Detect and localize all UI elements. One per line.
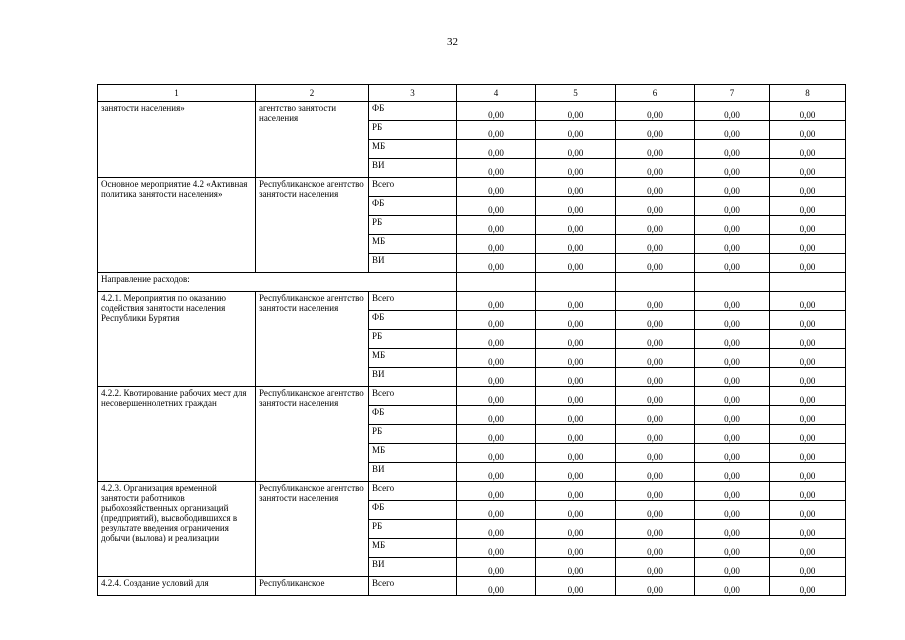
column-header: 4 <box>457 85 536 102</box>
empty-cell <box>616 273 695 292</box>
amount-cell: 0,00 <box>616 330 695 349</box>
amount-cell: 0,00 <box>457 292 536 311</box>
funding-source: ВИ <box>369 558 457 577</box>
funding-source: Всего <box>369 482 457 501</box>
amount-cell: 0,00 <box>695 482 770 501</box>
funding-source: РБ <box>369 121 457 140</box>
activity-name: 4.2.1. Мероприятия по оказанию содействия занятости населения Республики Бурятия <box>98 292 256 387</box>
amount-cell: 0,00 <box>770 558 846 577</box>
amount-cell: 0,00 <box>457 159 536 178</box>
amount-cell: 0,00 <box>457 121 536 140</box>
funding-source: ВИ <box>369 159 457 178</box>
amount-cell: 0,00 <box>536 159 616 178</box>
amount-cell: 0,00 <box>770 482 846 501</box>
amount-cell: 0,00 <box>457 140 536 159</box>
table-row <box>98 292 846 311</box>
amount-cell: 0,00 <box>536 558 616 577</box>
amount-cell: 0,00 <box>536 330 616 349</box>
executor: Республиканское агентство занятости населения <box>256 178 369 273</box>
amount-cell: 0,00 <box>695 235 770 254</box>
amount-cell: 0,00 <box>457 501 536 520</box>
column-header: 7 <box>695 85 770 102</box>
amount-cell: 0,00 <box>616 577 695 596</box>
amount-cell: 0,00 <box>770 178 846 197</box>
amount-cell: 0,00 <box>457 539 536 558</box>
amount-cell: 0,00 <box>536 102 616 121</box>
activity-name: Основное мероприятие 4.2 «Активная политика занятости населения» <box>98 178 256 273</box>
amount-cell: 0,00 <box>536 121 616 140</box>
amount-cell: 0,00 <box>770 235 846 254</box>
amount-cell: 0,00 <box>695 520 770 539</box>
amount-cell: 0,00 <box>536 292 616 311</box>
funding-source: РБ <box>369 330 457 349</box>
activity-name: 4.2.3. Организация временной занятости работников рыбохозяйственных организаций (предприятий), высвободившихся в результате введения ограничения добычи (вылова) и реализации <box>98 482 256 577</box>
activity-name: занятости населения» <box>98 102 256 178</box>
amount-cell: 0,00 <box>536 520 616 539</box>
activity-name: 4.2.2. Квотирование рабочих мест для несовершеннолетних граждан <box>98 387 256 482</box>
amount-cell: 0,00 <box>536 197 616 216</box>
amount-cell: 0,00 <box>457 216 536 235</box>
amount-cell: 0,00 <box>695 349 770 368</box>
executor: Республиканское агентство занятости населения <box>256 387 369 482</box>
amount-cell: 0,00 <box>457 311 536 330</box>
amount-cell: 0,00 <box>770 197 846 216</box>
amount-cell: 0,00 <box>536 425 616 444</box>
amount-cell: 0,00 <box>536 501 616 520</box>
amount-cell: 0,00 <box>770 406 846 425</box>
amount-cell: 0,00 <box>695 463 770 482</box>
amount-cell: 0,00 <box>616 558 695 577</box>
funding-source: РБ <box>369 216 457 235</box>
amount-cell: 0,00 <box>616 254 695 273</box>
executor: Республиканское агентство занятости населения <box>256 292 369 387</box>
amount-cell: 0,00 <box>457 102 536 121</box>
amount-cell: 0,00 <box>616 178 695 197</box>
page-number: 32 <box>447 36 458 48</box>
amount-cell: 0,00 <box>770 425 846 444</box>
amount-cell: 0,00 <box>457 254 536 273</box>
funding-source: ВИ <box>369 463 457 482</box>
amount-cell: 0,00 <box>770 254 846 273</box>
amount-cell: 0,00 <box>695 197 770 216</box>
funding-source: Всего <box>369 577 457 596</box>
funding-source: ВИ <box>369 254 457 273</box>
funding-source: ФБ <box>369 197 457 216</box>
amount-cell: 0,00 <box>695 121 770 140</box>
funding-source: ФБ <box>369 102 457 121</box>
amount-cell: 0,00 <box>536 577 616 596</box>
amount-cell: 0,00 <box>616 444 695 463</box>
amount-cell: 0,00 <box>616 539 695 558</box>
amount-cell: 0,00 <box>770 216 846 235</box>
funding-source: МБ <box>369 140 457 159</box>
executor: Республиканское агентство занятости населения <box>256 482 369 577</box>
amount-cell: 0,00 <box>695 330 770 349</box>
amount-cell: 0,00 <box>695 577 770 596</box>
amount-cell: 0,00 <box>616 102 695 121</box>
amount-cell: 0,00 <box>770 539 846 558</box>
amount-cell: 0,00 <box>536 178 616 197</box>
table-row <box>98 387 846 406</box>
funding-source: МБ <box>369 235 457 254</box>
amount-cell: 0,00 <box>616 425 695 444</box>
amount-cell: 0,00 <box>770 140 846 159</box>
amount-cell: 0,00 <box>770 292 846 311</box>
amount-cell: 0,00 <box>695 501 770 520</box>
amount-cell: 0,00 <box>695 444 770 463</box>
funding-source: Всего <box>369 387 457 406</box>
amount-cell: 0,00 <box>536 235 616 254</box>
section-heading-row <box>98 273 846 292</box>
amount-cell: 0,00 <box>770 159 846 178</box>
amount-cell: 0,00 <box>695 406 770 425</box>
amount-cell: 0,00 <box>695 140 770 159</box>
amount-cell: 0,00 <box>616 197 695 216</box>
amount-cell: 0,00 <box>770 520 846 539</box>
amount-cell: 0,00 <box>457 387 536 406</box>
amount-cell: 0,00 <box>536 387 616 406</box>
amount-cell: 0,00 <box>616 387 695 406</box>
amount-cell: 0,00 <box>770 330 846 349</box>
funding-source: Всего <box>369 178 457 197</box>
amount-cell: 0,00 <box>457 577 536 596</box>
funding-source: РБ <box>369 520 457 539</box>
amount-cell: 0,00 <box>616 520 695 539</box>
section-heading: Направление расходов: <box>98 273 457 292</box>
activity-name: 4.2.4. Создание условий для <box>98 577 256 596</box>
amount-cell: 0,00 <box>770 368 846 387</box>
amount-cell: 0,00 <box>457 349 536 368</box>
amount-cell: 0,00 <box>616 463 695 482</box>
empty-cell <box>770 273 846 292</box>
funding-source: МБ <box>369 539 457 558</box>
amount-cell: 0,00 <box>770 349 846 368</box>
amount-cell: 0,00 <box>616 292 695 311</box>
amount-cell: 0,00 <box>536 463 616 482</box>
amount-cell: 0,00 <box>770 501 846 520</box>
amount-cell: 0,00 <box>770 311 846 330</box>
amount-cell: 0,00 <box>695 178 770 197</box>
amount-cell: 0,00 <box>457 406 536 425</box>
executor: агентство занятости населения <box>256 102 369 178</box>
empty-cell <box>457 273 536 292</box>
column-header: 3 <box>369 85 457 102</box>
amount-cell: 0,00 <box>770 121 846 140</box>
table-row <box>98 178 846 197</box>
amount-cell: 0,00 <box>616 482 695 501</box>
amount-cell: 0,00 <box>536 444 616 463</box>
executor: Республиканское <box>256 577 369 596</box>
amount-cell: 0,00 <box>616 235 695 254</box>
column-header: 2 <box>256 85 369 102</box>
amount-cell: 0,00 <box>616 216 695 235</box>
amount-cell: 0,00 <box>616 349 695 368</box>
amount-cell: 0,00 <box>536 254 616 273</box>
amount-cell: 0,00 <box>536 140 616 159</box>
amount-cell: 0,00 <box>457 463 536 482</box>
empty-cell <box>536 273 616 292</box>
table-row <box>98 102 846 121</box>
amount-cell: 0,00 <box>770 463 846 482</box>
amount-cell: 0,00 <box>770 387 846 406</box>
amount-cell: 0,00 <box>616 368 695 387</box>
amount-cell: 0,00 <box>695 216 770 235</box>
table-body <box>98 102 846 596</box>
amount-cell: 0,00 <box>695 425 770 444</box>
funding-source: МБ <box>369 349 457 368</box>
amount-cell: 0,00 <box>770 102 846 121</box>
column-header: 6 <box>616 85 695 102</box>
amount-cell: 0,00 <box>695 254 770 273</box>
amount-cell: 0,00 <box>695 159 770 178</box>
amount-cell: 0,00 <box>457 558 536 577</box>
amount-cell: 0,00 <box>616 311 695 330</box>
funding-source: ФБ <box>369 501 457 520</box>
amount-cell: 0,00 <box>457 368 536 387</box>
funding-source: Всего <box>369 292 457 311</box>
funding-source: ФБ <box>369 311 457 330</box>
amount-cell: 0,00 <box>457 425 536 444</box>
budget-table <box>97 84 846 596</box>
amount-cell: 0,00 <box>616 121 695 140</box>
column-header: 8 <box>770 85 846 102</box>
column-header: 1 <box>98 85 256 102</box>
amount-cell: 0,00 <box>695 539 770 558</box>
amount-cell: 0,00 <box>457 444 536 463</box>
amount-cell: 0,00 <box>616 406 695 425</box>
amount-cell: 0,00 <box>536 406 616 425</box>
funding-source: ВИ <box>369 368 457 387</box>
amount-cell: 0,00 <box>770 577 846 596</box>
amount-cell: 0,00 <box>457 482 536 501</box>
table-row <box>98 577 846 596</box>
amount-cell: 0,00 <box>695 311 770 330</box>
funding-source: РБ <box>369 425 457 444</box>
amount-cell: 0,00 <box>536 368 616 387</box>
funding-source: МБ <box>369 444 457 463</box>
amount-cell: 0,00 <box>536 539 616 558</box>
amount-cell: 0,00 <box>536 482 616 501</box>
amount-cell: 0,00 <box>695 558 770 577</box>
amount-cell: 0,00 <box>695 368 770 387</box>
amount-cell: 0,00 <box>536 216 616 235</box>
amount-cell: 0,00 <box>616 140 695 159</box>
funding-source: ФБ <box>369 406 457 425</box>
amount-cell: 0,00 <box>536 349 616 368</box>
amount-cell: 0,00 <box>457 520 536 539</box>
amount-cell: 0,00 <box>616 159 695 178</box>
column-header: 5 <box>536 85 616 102</box>
amount-cell: 0,00 <box>457 178 536 197</box>
amount-cell: 0,00 <box>457 235 536 254</box>
amount-cell: 0,00 <box>695 387 770 406</box>
amount-cell: 0,00 <box>770 444 846 463</box>
column-number-row <box>98 85 846 102</box>
amount-cell: 0,00 <box>536 311 616 330</box>
empty-cell <box>695 273 770 292</box>
amount-cell: 0,00 <box>616 501 695 520</box>
amount-cell: 0,00 <box>695 102 770 121</box>
amount-cell: 0,00 <box>457 330 536 349</box>
amount-cell: 0,00 <box>457 197 536 216</box>
table-row <box>98 482 846 501</box>
amount-cell: 0,00 <box>695 292 770 311</box>
